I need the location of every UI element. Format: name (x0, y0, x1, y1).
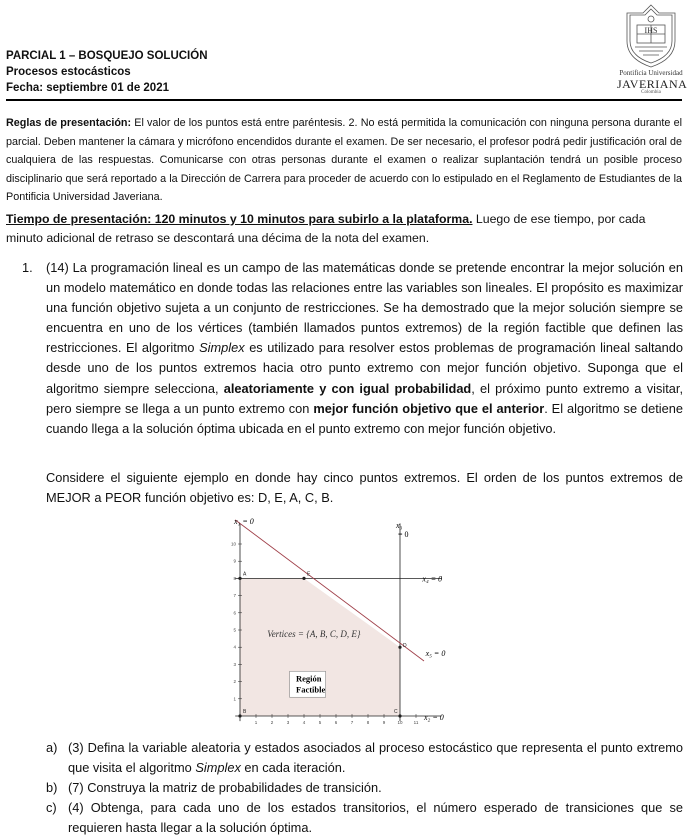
y-tick-label: 10 (230, 541, 236, 547)
region-label-2: Factible (296, 684, 326, 695)
region-label-1: Región (296, 673, 322, 684)
item-em: Simplex (195, 760, 241, 775)
vertices-label: Vertices = {A, B, C, D, E} (267, 628, 361, 639)
y-tick-label: 4 (233, 644, 236, 650)
item-label: c) (46, 800, 57, 815)
point-label-C: C (394, 709, 398, 715)
item-label: b) (46, 780, 58, 795)
x-tick-label: 4 (302, 720, 306, 725)
svg-text:IHS: IHS (644, 26, 658, 35)
point-label-E: E (307, 571, 311, 578)
point-C (398, 714, 401, 717)
presentation-rules (6, 114, 682, 207)
item-label: a) (46, 740, 58, 755)
rules-label: Reglas de presentación: (6, 117, 132, 129)
consider-text: Considere el siguiente ejemplo en donde hay cinco puntos extremos. El orden de los puntos extremos de MEJOR a PEOR función objetivo es: D, E, A, C, B. (46, 470, 683, 506)
logo-line-3: Colombia (641, 90, 661, 95)
y-tick-label: 8 (233, 575, 236, 581)
y-tick-label: 6 (233, 610, 236, 616)
y-tick-label: 3 (233, 661, 236, 667)
point-D (398, 646, 401, 649)
sub-question-b (46, 778, 683, 798)
x-tick-label: 3 (286, 720, 290, 725)
point-B (238, 714, 241, 717)
label-x3: x₃ (396, 521, 403, 530)
item-text: (3) Defina la variable aleatoria y estados asociados al proceso estocástico que representa el punto extremo que visita el algoritmo (68, 740, 683, 775)
label-x4: x₄ = 0 (422, 574, 443, 584)
sub-questions (46, 738, 683, 838)
time-label: Tiempo de presentación: 120 minutos y 10 minutos para subirlo a la plataforma. (6, 212, 473, 226)
q1-part-4: . El algoritmo se detiene cuando llega a la solución óptima ubicada en el punto extremo con mejor función objetivo. (46, 400, 683, 436)
point-label-A: A (243, 571, 247, 578)
time-text: Luego de ese tiempo, por cada minuto adicional de retraso se descontará una décima de la nota del examen. (6, 212, 646, 245)
logo-line-1: Pontificia Universidad (619, 69, 683, 77)
sub-question-a (46, 738, 683, 778)
q1-part-2: es utilizado para resolver estos problemas de programación lineal saltando desde uno de los puntos extremos hacia otro punto extremo con mejor función objetivo. Suponga que el algoritmo siempre selecciona, (46, 340, 683, 396)
university-logo (617, 3, 685, 95)
q1-bold-2: mejor función objetivo que el anterior (313, 400, 545, 416)
point-label-B: B (243, 709, 247, 715)
presentation-time (6, 210, 682, 248)
y-tick-label: 2 (233, 679, 236, 685)
x-tick-label: 6 (334, 720, 338, 725)
label-x2: x₂ = 0 (424, 713, 444, 722)
label-x5: x₅ = 0 (425, 648, 446, 658)
item-text-end: en cada iteración. (240, 760, 346, 775)
point-label-D: D (403, 643, 407, 650)
course-name: Procesos estocásticos (6, 66, 131, 78)
x-tick-label: 5 (318, 720, 322, 725)
rules-text: El valor de los puntos está entre paréntesis. 2. No está permitida la comunicación con ninguna persona durante el parcial. Deben mantener la cámara y micrófono encendidos durante el examen. De ser necesario, el profesor podrá pedir justificación oral de cualquiera de las respuestas. Comunicarse con otras personas durante el examen o realizar suplantación tendrá un posible proceso disciplinario que será reportado a la Dirección de Carrera para proceder de acuerdo con lo estipulado en el Reglamento de Estudiantes de la Pontificia Universidad Javeriana. (6, 117, 682, 203)
x-tick-label: 1 (254, 720, 258, 725)
item-text: (4) Obtenga, para cada uno de los estados transitorios, el número esperado de transiciones que se requieren hasta llegar a la solución óptima. (68, 800, 683, 835)
q1-part-3: , el próximo punto extremo a visitar, pero siempre se llega a un punto extremo con (46, 380, 683, 416)
question-1-text (46, 258, 683, 439)
exam-header (6, 48, 596, 96)
x-tick-label: 10 (397, 720, 403, 725)
item-text: (7) Construya la matriz de probabilidades de transición. (68, 780, 382, 795)
y-tick-label: 1 (233, 696, 236, 702)
point-A (238, 577, 241, 580)
exam-date: Fecha: septiembre 01 de 2021 (6, 82, 169, 94)
chart-svg (228, 518, 468, 730)
x-tick-label: 8 (366, 720, 370, 725)
q1-simplex: Simplex (199, 340, 245, 356)
crest-icon (617, 3, 685, 69)
q1-part-1: (14) La programación lineal es un campo de las matemáticas donde se pretende encontrar la mejor solución en un modelo matemático en donde todas las relaciones entre las variables son lineales. El propósito es maximizar una función objetivo sujeta a un conjunto de restricciones. Se ha demostrado que la mejor solución siempre se encuentra en uno de los vértices (también llamados puntos extremos) de la región factible que definen las restricciones. El algoritmo (46, 260, 683, 356)
label-x1: x₁ = 0 (234, 518, 254, 526)
x-tick-label: 7 (350, 720, 354, 725)
point-E (302, 577, 305, 580)
x-tick-label: 11 (413, 720, 419, 725)
y-tick-label: 5 (233, 627, 236, 633)
header-divider (6, 99, 682, 101)
y-tick-label: 9 (233, 558, 236, 564)
feasible-region-chart (228, 518, 468, 730)
logo-line-2: JAVERIANA (617, 77, 687, 91)
sub-question-c (46, 798, 683, 838)
x-tick-label: 2 (270, 720, 274, 725)
q1-bold-1: aleatoriamente y con igual probabilidad (223, 380, 472, 396)
label-x3-eq: = 0 (398, 530, 409, 539)
x-tick-label: 9 (382, 720, 386, 725)
exam-title: PARCIAL 1 – BOSQUEJO SOLUCIÓN (6, 50, 208, 62)
question-number: 1. (22, 260, 33, 275)
y-tick-label: 7 (233, 593, 236, 599)
